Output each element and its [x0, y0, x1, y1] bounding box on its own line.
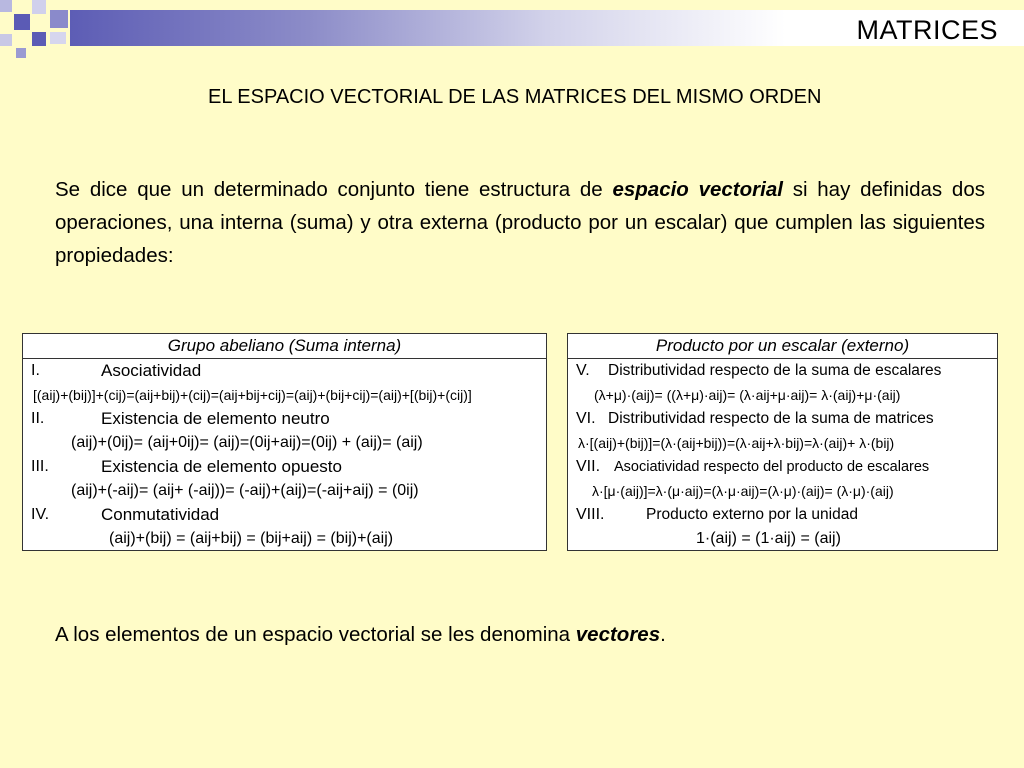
property-number: VIII. [576, 506, 605, 523]
footer-text: A los elementos de un espacio vectorial se les denomina [55, 623, 576, 646]
property-number: IV. [31, 506, 50, 523]
property-label: Asociatividad respecto del producto de escalares [614, 459, 930, 475]
property-formula: λ·[(aij)+(bij)]=(λ·(aij+bij))=(λ·aij+λ·bij)=λ·(aij)+ λ·(bij) [578, 435, 895, 451]
property-label: Asociatividad [101, 361, 202, 380]
section-subtitle: EL ESPACIO VECTORIAL DE LAS MATRICES DEL MISMO ORDEN [208, 86, 822, 108]
formula-row [568, 479, 997, 503]
footer-text: . [660, 623, 666, 646]
decorative-square [50, 32, 66, 44]
property-row [23, 455, 546, 479]
property-formula: 1·(aij) = (1·aij) = (aij) [696, 530, 841, 547]
property-number: VII. [576, 458, 601, 475]
property-formula: (λ+μ)·(aij)= ((λ+μ)·aij)= (λ·aij+μ·aij)= λ·(aij)+μ·(aij) [594, 387, 901, 403]
decorative-square [16, 48, 26, 58]
property-formula: [(aij)+(bij)]+(cij)=(aij+bij)+(cij)=(aij+bij+cij)=(aij)+(bij+cij)=(aij)+[(bij)+(cij)] [33, 387, 472, 403]
property-row [568, 503, 997, 527]
decorative-square [0, 34, 12, 46]
property-row [568, 455, 997, 479]
intro-paragraph [55, 173, 985, 272]
intro-emphasis: espacio vectorial [612, 178, 783, 201]
formula-row [23, 479, 546, 503]
property-number: VI. [576, 410, 596, 427]
property-row [23, 503, 546, 527]
property-number: V. [576, 362, 590, 379]
formula-row [568, 527, 997, 551]
decorative-square [32, 32, 46, 46]
property-formula: (aij)+(bij) = (aij+bij) = (bij+aij) = (bij)+(aij) [109, 530, 394, 547]
intro-text: Se dice que un determinado conjunto tiene estructura de [55, 178, 613, 201]
decorative-square [32, 0, 46, 14]
property-label: Conmutatividad [101, 505, 220, 524]
property-row [23, 407, 546, 431]
footer-emphasis: vectores [575, 623, 661, 646]
intro-text: si hay definidas dos operaciones, una interna (suma) y otra externa (producto por un escalar) que cumplen las siguientes propiedades: [55, 178, 985, 267]
property-label: Existencia de elemento neutro [101, 409, 330, 428]
formula-row [23, 527, 546, 551]
property-row [568, 359, 997, 383]
property-label: Distributividad respecto de la suma de escalares [608, 362, 942, 379]
decorative-square [50, 10, 68, 28]
formula-row [568, 383, 997, 407]
property-label: Distributividad respecto de la suma de matrices [608, 410, 934, 427]
decorative-square [14, 14, 30, 30]
property-formula: (aij)+(0ij)= (aij+0ij)= (aij)=(0ij+aij)=(0ij) + (aij)= (aij) [71, 434, 423, 451]
property-formula: (aij)+(-aij)= (aij+ (-aij))= (-aij)+(aij)=(-aij+aij) = (0ij) [71, 482, 419, 499]
table-heading: Grupo abeliano (Suma interna) [23, 334, 546, 359]
property-number: II. [31, 410, 45, 427]
property-row [568, 407, 997, 431]
property-number: III. [31, 458, 49, 475]
table-heading: Producto por un escalar (externo) [568, 334, 997, 359]
property-row [23, 359, 546, 383]
property-label: Producto externo por la unidad [646, 506, 858, 523]
decorative-square [0, 0, 12, 12]
property-number: I. [31, 362, 40, 379]
scalar-product-table [567, 333, 998, 551]
property-label: Existencia de elemento opuesto [101, 457, 342, 476]
page-title: MATRICES [856, 15, 998, 45]
footer-sentence [55, 623, 666, 647]
abelian-group-table [22, 333, 547, 551]
property-formula: λ·[μ·(aij)]=λ·(μ·aij)=(λ·μ·aij)=(λ·μ)·(aij)= (λ·μ)·(aij) [592, 483, 894, 499]
formula-row [23, 431, 546, 455]
formula-row [23, 383, 546, 407]
formula-row [568, 431, 997, 455]
